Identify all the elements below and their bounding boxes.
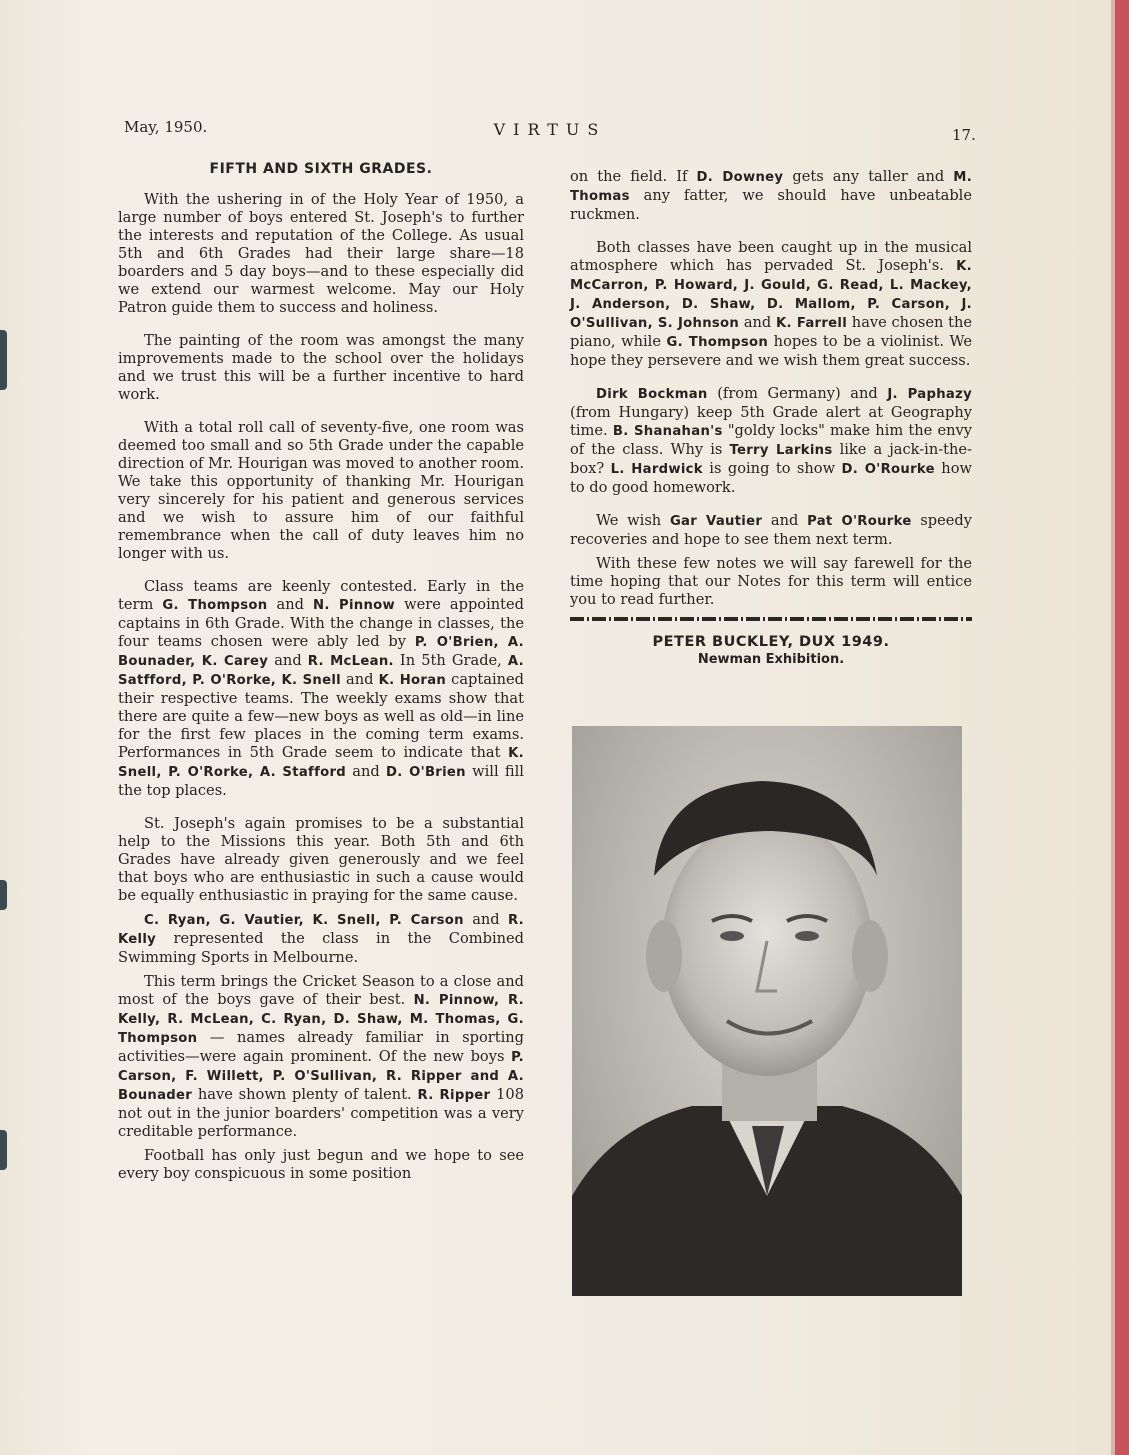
section-title: FIFTH AND SIXTH GRADES. [209, 161, 433, 177]
section-divider [570, 617, 972, 621]
paragraph-roll-call: With a total roll call of seventy-five, one room was deemed too small and so 5th Grade under the capable direction of Mr. Hourigan was moved to another room. We take this opportunity of thanking Mr. Hourigan very sincerely for his patient and generous services and we wish to assure him of our faithful remembrance when the call of duty leaves him no longer with us. [118, 419, 524, 562]
paragraph-swimming: C. Ryan, G. Vautier, K. Snell, P. Carson and R. Kelly represented the class in the Combined Swimming Sports in Melbourne. [118, 911, 524, 966]
dux-subtitle: Newman Exhibition. [697, 652, 845, 667]
paragraph-recoveries: We wish Gar Vautier and Pat O'Rourke speedy recoveries and hope to see them next term. [570, 512, 972, 548]
paragraph-farewell: With these few notes we will say farewell for the time hoping that our Notes for this term will entice you to read further. [570, 555, 972, 608]
page-header [0, 118, 1129, 144]
issue-date: May, 1950. [124, 118, 208, 136]
cover-edge [1115, 0, 1129, 1455]
publication-title: VIRTUS [493, 120, 607, 139]
paragraph-music: Both classes have been caught up in the musical atmosphere which has pervaded St. Joseph's. K. McCarron, P. Howard, J. Gould, G. Read, L. Mackey, J. Anderson, D. Shaw, D. Mallom, P. Carson, J. O'Sullivan, S. Johnson and K. Farrell have chosen the piano, while G. Thompson hopes to be a violinist. We hope they persevere and we wish them great success. [570, 239, 973, 369]
paragraph-class-teams: Class teams are keenly contested. Early in the term G. Thompson and N. Pinnow were appointed captains in 6th Grade. With the change in classes, the four teams chosen were ably led by P. O'Brien, A. Bounader, K. Carey and R. McLean. In 5th Grade, A. Satfford, P. O'Rorke, K. Snell and K. Horan captained their respective teams. The weekly exams show that there are quite a few—new boys as well as old—in line for the first few places in the coming term exams. Performances in 5th Grade seem to indicate that K. Snell, P. O'Rorke, A. Stafford and D. O'Brien will fill the top places. [118, 578, 525, 799]
dux-title: PETER BUCKLEY, DUX 1949. [652, 634, 890, 650]
portrait-photo [572, 726, 962, 1296]
binding-mark [0, 1130, 7, 1170]
binding-mark [0, 330, 7, 390]
paragraph-ruckmen: on the field. If D. Downey gets any taller and M. Thomas any fatter, we should have unbeatable ruckmen. [570, 168, 973, 223]
paragraph-football: Football has only just begun and we hope to see every boy conspicuous in some position [118, 1147, 524, 1182]
paragraph-holy-year: With the ushering in of the Holy Year of 1950, a large number of boys entered St. Joseph's to further the interests and reputation of the College. As usual 5th and 6th Grades had their large share—18 boarders and 5 day boys—and to these especially did we extend our warmest welcome. May our Holy Patron guide them to success and holiness. [118, 191, 524, 316]
paragraph-geography: Dirk Bockman (from Germany) and J. Paphazy (from Hungary) keep 5th Grade alert at Geography time. B. Shanahan's "goldy locks" make him the envy of the class. Why is Terry Larkins like a jack-in-the-box? L. Hardwick is going to show D. O'Rourke how to do good homework. [570, 385, 972, 496]
paragraph-painting: The painting of the room was amongst the many improvements made to the school over the holidays and we trust this will be a further incentive to hard work. [118, 332, 524, 403]
left-column [118, 160, 524, 1198]
page-number: 17. [952, 126, 976, 144]
paragraph-cricket: This term brings the Cricket Season to a close and most of the boys gave of their best. N. Pinnow, R. Kelly, R. McLean, C. Ryan, D. Shaw, M. Thomas, G. Thompson — names already familiar in sporting activities—were again prominent. Of the new boys P. Carson, F. Willett, P. O'Sullivan, R. Ripper and A. Bounader have shown plenty of talent. R. Ripper 108 not out in the junior boarders' competition was a very creditable performance. [118, 973, 525, 1140]
portrait-illustration [572, 726, 962, 1296]
binding-mark [0, 880, 7, 910]
right-column [570, 168, 972, 684]
paragraph-missions: St. Joseph's again promises to be a substantial help to the Missions this year. Both 5th and 6th Grades have already given generously and we feel that boys who are enthusiastic in such a cause would be equally enthusiastic in praying for the same cause. [118, 815, 524, 904]
